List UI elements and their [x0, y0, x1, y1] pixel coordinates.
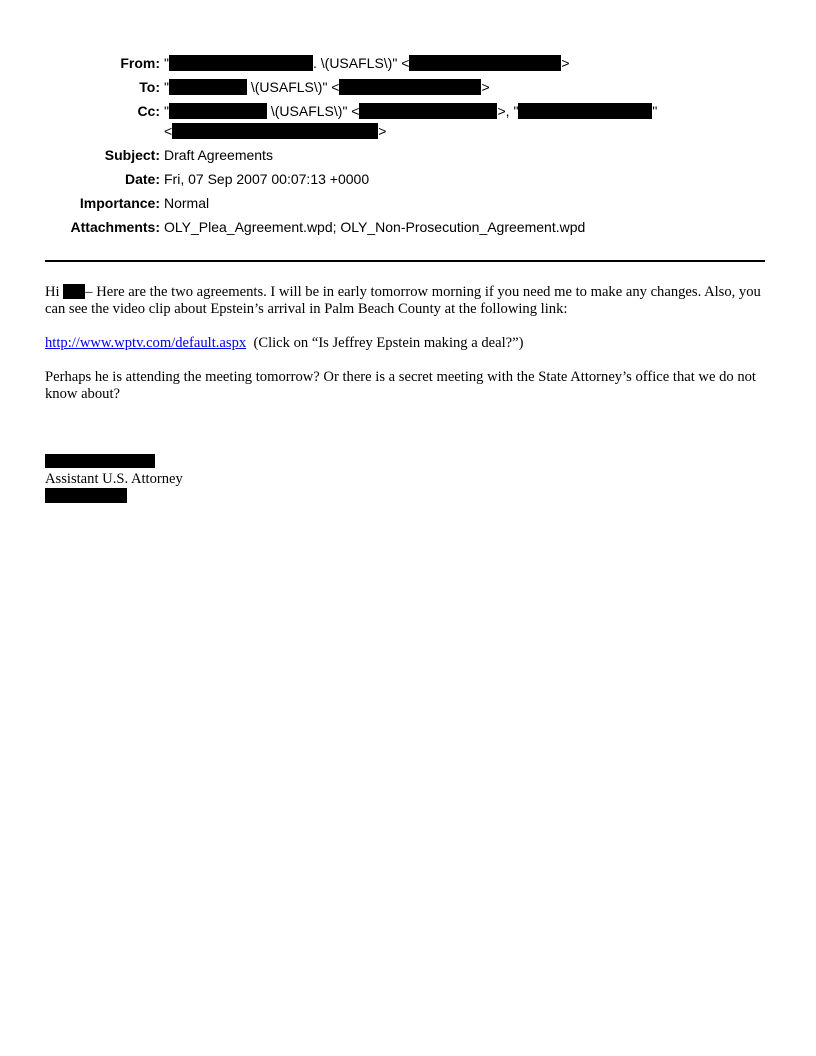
link-note: (Click on “Is Jeffrey Epstein making a deal?”): [246, 335, 524, 351]
subject-value: Draft Agreements: [164, 147, 273, 163]
attachments-value: OLY_Plea_Agreement.wpd; OLY_Non-Prosecution_Agreement.wpd: [164, 219, 586, 235]
video-link[interactable]: http://www.wptv.com/default.aspx: [45, 335, 247, 351]
redacted-cc-name-1: [169, 103, 267, 119]
to-value: " \(USAFLS\)" < >: [164, 79, 490, 95]
date-row: [0, 168, 816, 192]
redacted-sender-email: [409, 55, 561, 71]
importance-row: [0, 192, 816, 216]
from-row: [0, 52, 816, 76]
paragraph-3-text: Perhaps he is attending the meeting tomorrow? Or there is a secret meeting with the State Attorney’s office that we do not know about?: [45, 369, 756, 402]
cc-row-continued: [0, 120, 816, 144]
attachments-row: [0, 216, 816, 240]
from-label: From:: [120, 55, 160, 71]
paragraph-1-text: – Here are the two agreements. I will be in early tomorrow morning if you need me to make any changes. Also, you can see the video clip about Epstein’s arrival in Palm Beach County at the following link:: [45, 284, 761, 317]
message-paragraph-2: [45, 335, 765, 352]
from-value: " . \(USAFLS\)" < >: [164, 55, 570, 71]
importance-label: Importance:: [79, 195, 160, 211]
message-paragraph-1: [45, 284, 765, 318]
redacted-cc-name-2: [518, 103, 652, 119]
date-value: Fri, 07 Sep 2007 00:07:13 +0000: [164, 171, 370, 187]
cc-value: " \(USAFLS\)" < >, " ": [164, 103, 658, 119]
signature-title: Assistant U.S. Attorney: [45, 471, 183, 487]
cc-value-continued: < >: [164, 123, 387, 139]
to-row: [0, 76, 816, 100]
redacted-signature-name: [45, 454, 155, 468]
redacted-cc-email-2: [172, 123, 378, 139]
redacted-sender-name: [169, 55, 313, 71]
subject-row: [0, 144, 816, 168]
date-label: Date:: [124, 171, 160, 187]
redacted-signature-contact: [45, 488, 127, 503]
importance-value: Normal: [164, 195, 210, 211]
redacted-greeting-name: [63, 284, 85, 299]
redacted-recipient-name: [169, 79, 247, 95]
header-divider: [45, 260, 765, 262]
to-label: To:: [139, 79, 160, 95]
attachments-label: Attachments:: [70, 219, 160, 235]
redacted-cc-email-1: [359, 103, 497, 119]
redacted-recipient-email: [339, 79, 481, 95]
subject-label: Subject:: [104, 147, 160, 163]
greeting: Hi: [45, 284, 60, 300]
message-paragraph-3: [45, 369, 765, 403]
cc-label: Cc:: [137, 103, 160, 119]
